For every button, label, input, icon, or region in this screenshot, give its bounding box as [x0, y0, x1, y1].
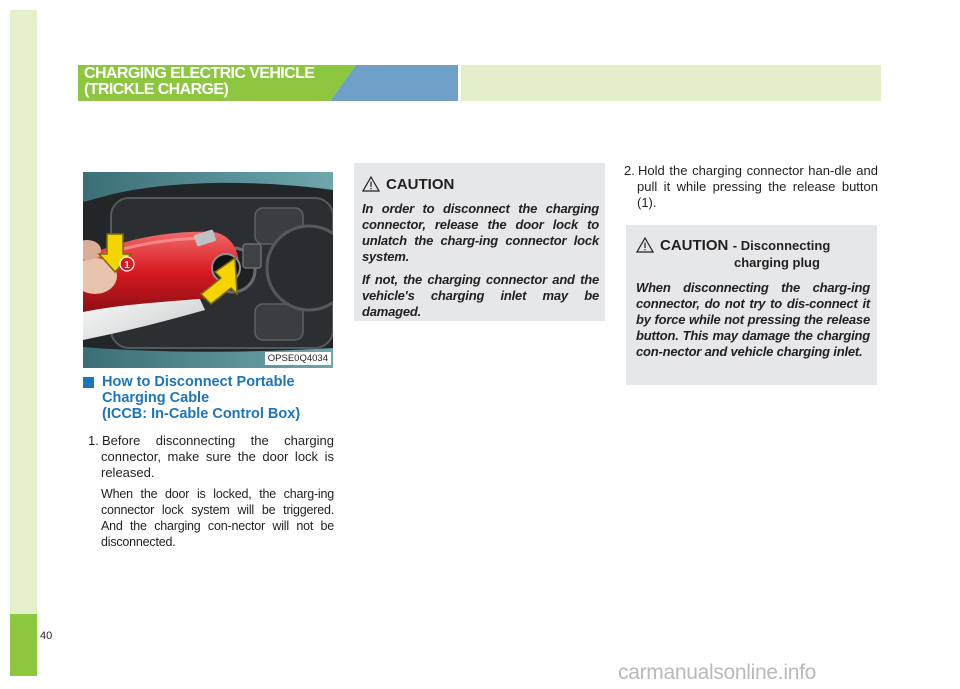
section-title-line1: How to Disconnect Portable	[102, 374, 295, 390]
caution-2-body: When disconnecting the charg-ing connector, do not try to dis-connect it by force while not pressing the release button. This may damage the charging con-nector and vehicle charging inlet.	[636, 280, 870, 359]
callout-number: 1	[124, 260, 130, 271]
section-title-line3: (ICCB: In-Cable Control Box)	[102, 406, 301, 422]
step-1-number: 1.	[88, 433, 99, 448]
caution-2-subtitle-line2: charging plug	[734, 255, 820, 270]
warning-triangle-icon	[636, 237, 654, 253]
photo-illustration	[83, 172, 333, 368]
caution-1-para1: In order to disconnect the charging connector, release the door lock to unlatch the charg-ing connector lock system.	[362, 201, 599, 264]
warning-triangle-icon	[362, 176, 380, 192]
side-strip	[10, 10, 37, 614]
photo-code: OPSE0Q4034	[265, 352, 331, 365]
step-2-text: Hold the charging connector han-dle and pull it while pressing the release button (1).	[637, 163, 878, 210]
caution-1-title: CAUTION	[386, 175, 455, 193]
header-title-line1: CHARGING ELECTRIC VEHICLE	[84, 65, 315, 82]
page-number: 40	[40, 630, 53, 642]
section-heading	[83, 374, 338, 422]
watermark: carmanualsonline.info	[618, 661, 816, 684]
step-2	[624, 163, 878, 211]
caution-2-title: CAUTION	[660, 237, 729, 254]
inlet-latch	[243, 244, 261, 268]
header-light-band	[461, 65, 881, 101]
step-2-number: 2.	[624, 163, 635, 178]
caution-box-1	[354, 163, 605, 321]
caution-1-para2: If not, the charging connector and the vehicle's charging inlet may be damaged.	[362, 272, 599, 319]
step-1-text: Before disconnecting the charging connector, make sure the door lock is released.	[101, 433, 334, 480]
page-tab	[10, 614, 37, 676]
header-title-line2: (TRICKLE CHARGE)	[84, 81, 229, 98]
square-bullet-icon	[83, 377, 94, 388]
header-title	[84, 66, 344, 98]
charging-port-photo	[83, 172, 333, 368]
caution-2-subtitle-line1: - Disconnecting	[732, 238, 831, 253]
section-title-line2: Charging Cable	[102, 390, 210, 406]
caution-box-2	[626, 225, 877, 385]
step-1-note: When the door is locked, the charg-ing connector lock system will be triggered. And the charging con-nector will not be disconnected.	[101, 487, 334, 549]
step-1	[88, 433, 334, 481]
